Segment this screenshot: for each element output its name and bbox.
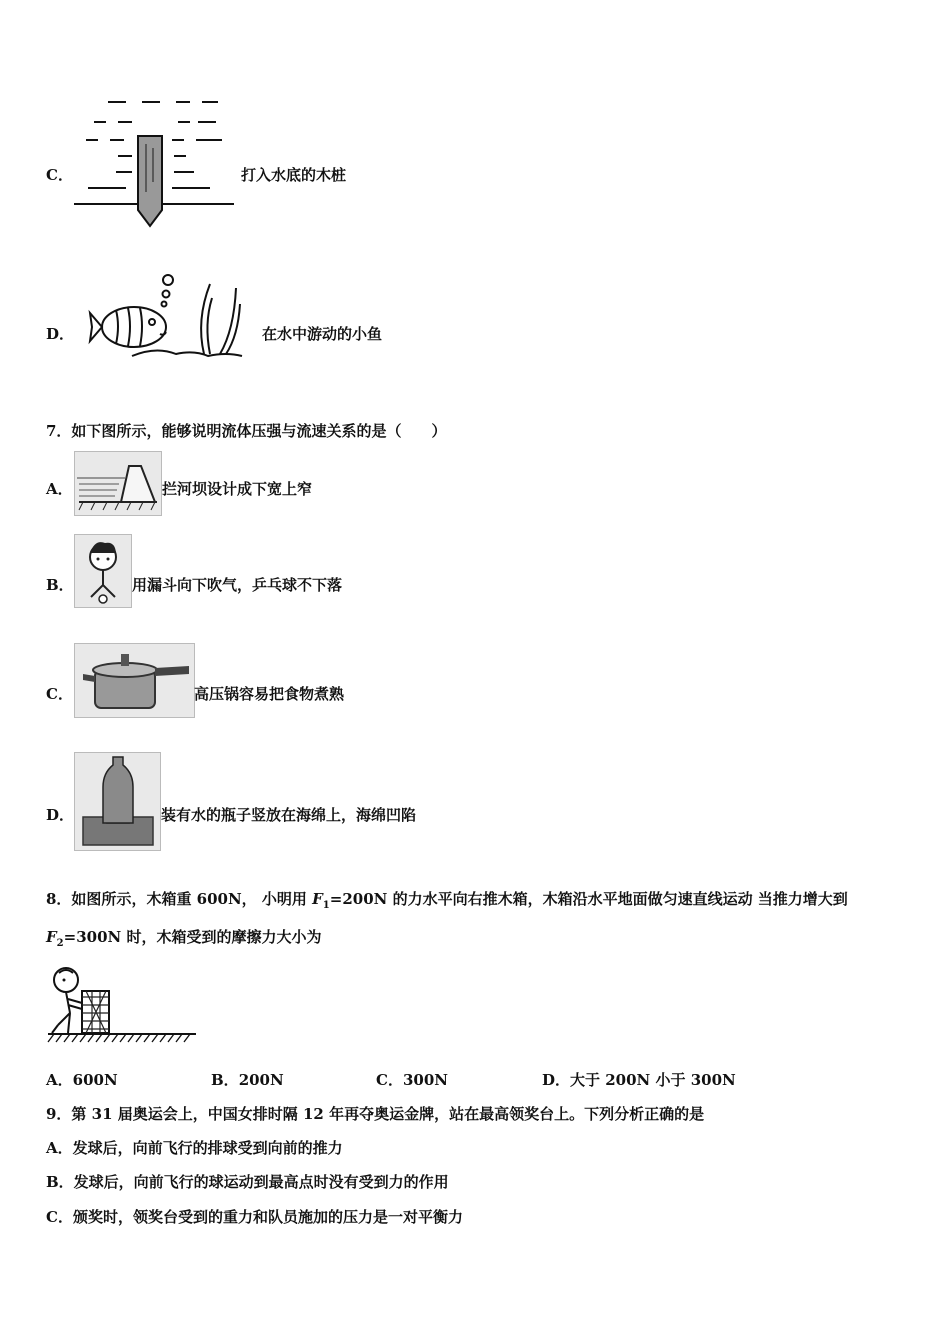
q8-option-d-label: D．	[542, 1071, 571, 1089]
q8-stem-a: 8．如图所示，木箱重 600N， 小明用	[46, 890, 313, 908]
fish-figure	[86, 270, 246, 366]
boy-pushing-box-figure	[46, 963, 198, 1045]
q8-stem-c: =300N 时，木箱受到的摩擦力大小为	[63, 928, 322, 946]
pressure-cooker-image	[74, 643, 195, 718]
q8-option-d-text: 大于 200N 小于 300N	[570, 1071, 736, 1089]
q6-option-d-text: 在水中游动的小鱼	[262, 325, 383, 343]
q8-f1-sub: 1	[322, 900, 330, 911]
q8-stem-b: =200N 的力水平向右推木箱，木箱沿水平地面做匀速直线运动 当推力增大到	[329, 890, 848, 908]
q8-stem-line2	[46, 926, 321, 949]
q8-option-b[interactable]	[211, 1069, 284, 1090]
q8-option-b-text: 200N	[238, 1071, 284, 1089]
q7-option-b-label: B．	[46, 576, 74, 594]
dam-image	[74, 451, 162, 516]
q6-option-d-label: D．	[46, 325, 75, 343]
q8-option-b-label: B．	[211, 1071, 239, 1089]
q8-option-a-label: A．	[46, 1071, 73, 1089]
q8-option-a-text: 600N	[72, 1071, 118, 1089]
pile-in-water-figure	[72, 92, 237, 230]
q7-option-a-label: A．	[46, 480, 73, 498]
q8-option-c-label: C．	[376, 1071, 403, 1089]
q6-option-c-text: 打入水底的木桩	[241, 166, 347, 184]
q6-option-c-label: C．	[46, 166, 73, 184]
q9-option-b[interactable]: B．发球后，向前飞行的球运动到最高点时没有受到力的作用	[46, 1173, 449, 1191]
q8-stem-line1	[46, 888, 848, 911]
q7-option-c-text: 高压锅容易把食物煮熟	[194, 685, 345, 703]
q7-stem: 7．如下图所示，能够说明流体压强与流速关系的是（ ）	[46, 422, 447, 440]
q8-f2: F	[46, 928, 57, 946]
q7-option-d-text: 装有水的瓶子竖放在海绵上，海绵凹陷	[161, 806, 417, 824]
q9-option-a[interactable]: A．发球后，向前飞行的排球受到向前的推力	[46, 1139, 343, 1157]
q8-option-a[interactable]	[46, 1069, 118, 1090]
q9-option-c[interactable]: C．颁奖时，领奖台受到的重力和队员施加的压力是一对平衡力	[46, 1208, 463, 1226]
q8-f2-sub: 2	[56, 938, 64, 949]
q7-option-c-label: C．	[46, 685, 73, 703]
q8-option-d[interactable]	[542, 1069, 736, 1090]
bottle-on-sponge-image	[74, 752, 161, 851]
q8-f1: F	[312, 890, 323, 908]
q7-option-a-text: 拦河坝设计成下宽上窄	[162, 480, 313, 498]
q8-option-c[interactable]	[376, 1069, 448, 1090]
funnel-image	[74, 534, 132, 608]
q7-option-d-label: D．	[46, 806, 75, 824]
q9-stem: 9．第 31 届奥运会上，中国女排时隔 12 年再夺奥运金牌，站在最高领奖台上。下列分析正确的是	[46, 1105, 705, 1123]
q8-option-c-text: 300N	[402, 1071, 448, 1089]
q7-option-b-text: 用漏斗向下吹气，乒乓球不下落	[132, 576, 343, 594]
